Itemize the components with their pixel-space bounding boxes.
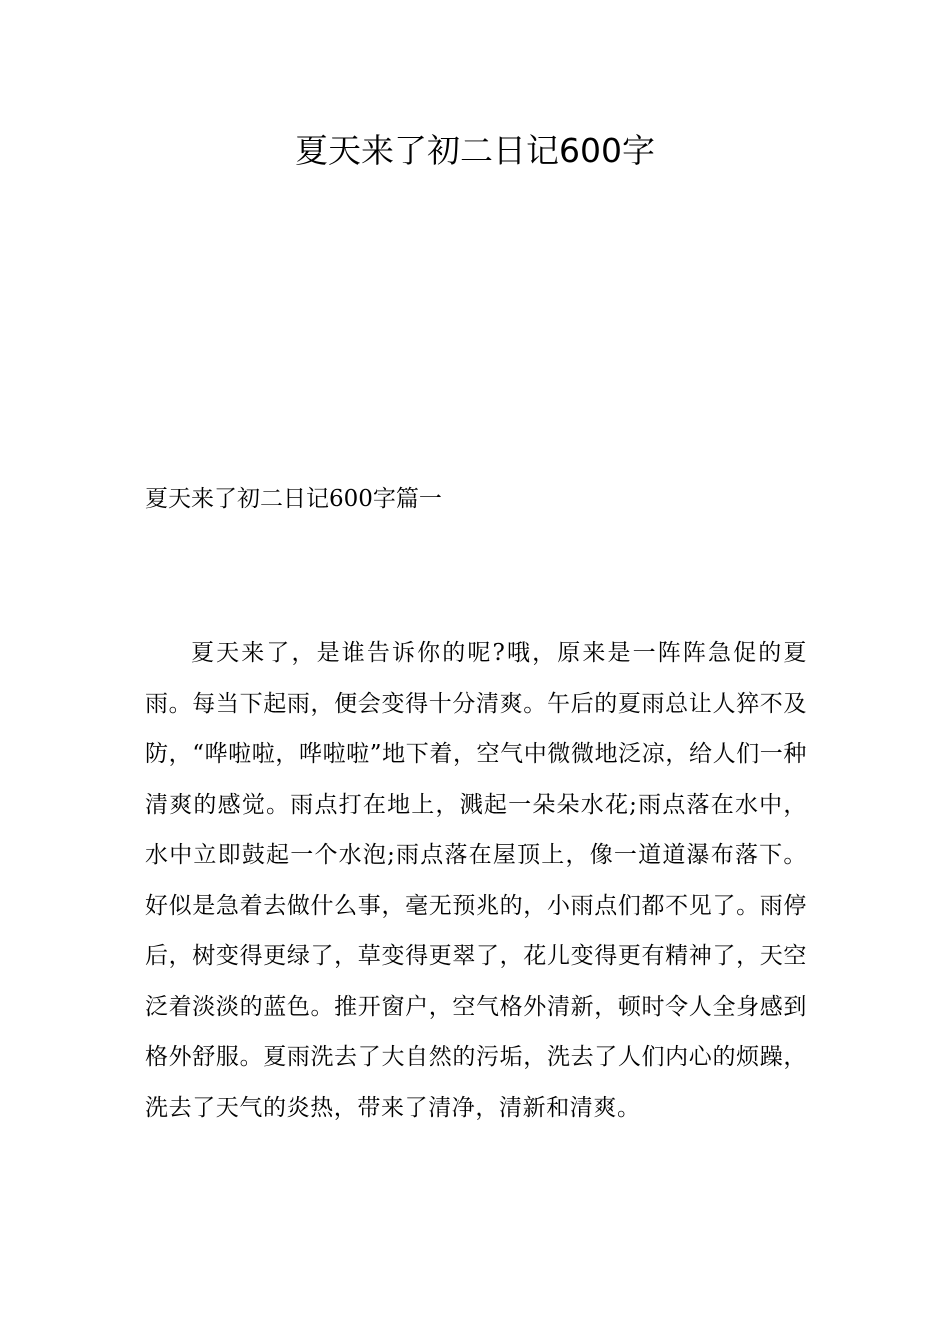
section-heading: 夏天来了初二日记600字篇一 [145, 486, 442, 512]
body-paragraph: 夏天来了，是谁告诉你的呢?哦，原来是一阵阵急促的夏雨。每当下起雨，便会变得十分清爽。午后的夏雨总让人猝不及防，“哗啦啦，哗啦啦”地下着，空气中微微地泛凉，给人们一种清爽的感觉。雨点打在地上，溅起一朵朵水花;雨点落在水中，水中立即鼓起一个水泡;雨点落在屋顶上，像一道道瀑布落下。好似是急着去做什么事，毫无预兆的，小雨点们都不见了。雨停后，树变得更绿了，草变得更翠了，花儿变得更有精神了，天空泛着淡淡的蓝色。推开窗户，空气格外清新，顿时令人全身感到格外舒服。夏雨洗去了大自然的污垢，洗去了人们内心的烦躁，洗去了天气的炎热，带来了清净，清新和清爽。 [145, 640, 807, 1121]
document-title: 夏天来了初二日记600字 [295, 131, 655, 170]
